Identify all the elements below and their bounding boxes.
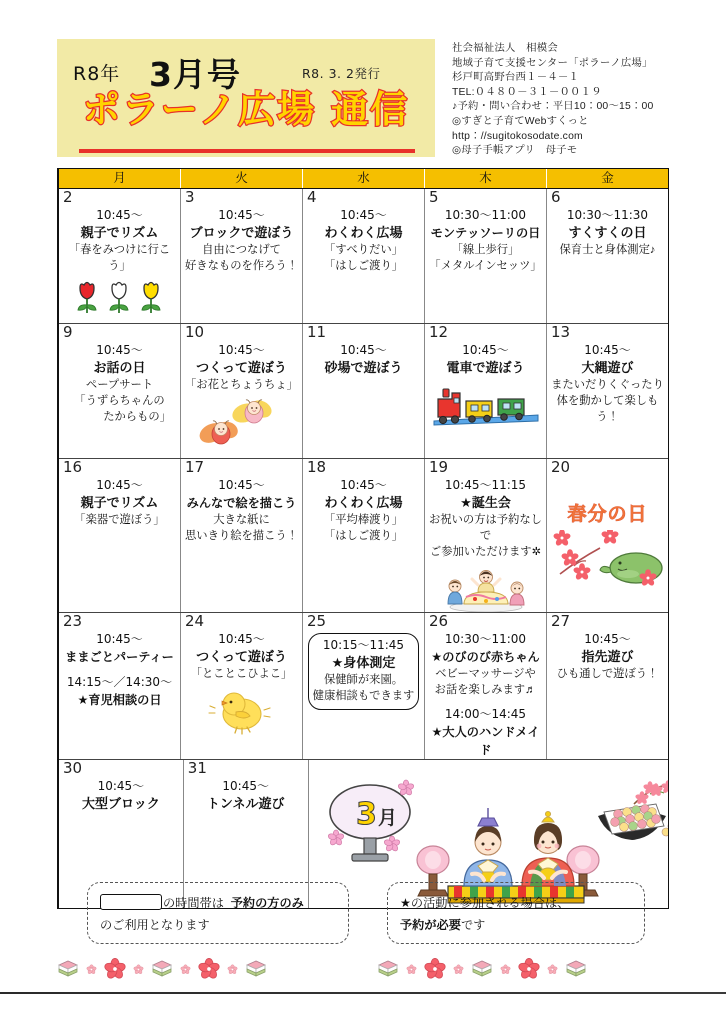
day-cell-26 xyxy=(425,613,547,759)
event-block xyxy=(62,631,177,666)
contact-app: ◎母子手帳アプリ 母子モ xyxy=(452,145,578,157)
weekday-header-row xyxy=(59,169,668,188)
day-number: 24 xyxy=(185,613,205,630)
event-time: 10:45～ xyxy=(218,632,265,646)
note-reservation-timeslot xyxy=(87,882,349,944)
day-cell-2 xyxy=(59,189,181,323)
plum-blossom-icon xyxy=(178,962,193,977)
day-illustration xyxy=(428,381,543,429)
day-number: 30 xyxy=(63,760,83,777)
newsletter-title: ポラーノ広場 通信 xyxy=(82,88,410,131)
event-time: 10:45～11:15 xyxy=(444,478,527,492)
day-cell-27 xyxy=(547,613,668,759)
event-block xyxy=(187,778,305,813)
event-detail: 保育士と身体測定♪ xyxy=(559,244,656,256)
day-number: 5 xyxy=(429,189,439,206)
secondary-event-time: 14:00～14:45 xyxy=(444,707,527,721)
page-header xyxy=(0,18,726,158)
note-right-rest: です xyxy=(460,918,486,932)
day-content xyxy=(428,461,543,612)
event-title: モンテッソーリの日 xyxy=(430,226,541,240)
day-number: 2 xyxy=(63,189,73,206)
day-cell-4 xyxy=(303,189,425,323)
event-block xyxy=(428,477,543,560)
contact-tel: TEL:０４８０－３１－００１９ xyxy=(452,86,602,98)
day-number: 17 xyxy=(185,459,205,476)
plum-blossom-icon xyxy=(131,962,146,977)
day-number: 12 xyxy=(429,324,449,341)
event-block xyxy=(62,342,177,425)
weekday-tue: 火 xyxy=(181,169,303,188)
chick-icon xyxy=(206,686,278,736)
event-time: 10:45～ xyxy=(584,632,631,646)
secondary-event-title: ★育児相談の日 xyxy=(77,693,162,707)
secondary-event-block xyxy=(62,674,177,709)
event-detail: 大きな紙に xyxy=(213,514,270,526)
calendar-week-row xyxy=(59,188,668,323)
event-time: 10:45～ xyxy=(340,343,387,357)
event-title: ブロックで遊ぼう xyxy=(189,225,294,240)
secondary-event-time: 14:15～／14:30～ xyxy=(66,675,173,689)
day-content xyxy=(62,191,177,318)
event-block xyxy=(428,342,543,377)
calendar-week-row xyxy=(59,612,668,759)
day-cell-20 xyxy=(547,459,668,612)
day-cell-17 xyxy=(181,459,303,612)
day-cell-10 xyxy=(181,324,303,458)
event-block xyxy=(306,477,421,544)
issue-month: 3月号 xyxy=(149,55,241,94)
contact-block xyxy=(452,42,720,159)
day-number: 4 xyxy=(307,189,317,206)
day-number: 20 xyxy=(551,459,571,476)
plum-blossom-icon xyxy=(498,962,513,977)
day-content xyxy=(428,615,543,759)
event-detail: 「すべりだい」 xyxy=(324,244,403,256)
event-detail: 「楽器で遊ぼう」 xyxy=(74,514,165,526)
day-number: 18 xyxy=(307,459,327,476)
masthead-top-row xyxy=(57,51,435,93)
event-spacer xyxy=(62,666,177,674)
event-detail: ひも通しで遊ぼう！ xyxy=(556,668,659,680)
event-block xyxy=(550,342,665,425)
event-title: つくって遊ぼう xyxy=(196,649,287,664)
day-content xyxy=(428,191,543,274)
event-time: 10:30～11:00 xyxy=(444,632,527,646)
day-illustration xyxy=(184,397,299,453)
event-block xyxy=(184,342,299,393)
plum-blossom-icon xyxy=(424,958,446,980)
event-detail: ご参加いただけます✲ xyxy=(429,546,542,558)
note-left-text1: の時間帯は xyxy=(163,896,224,910)
event-time: 10:45～ xyxy=(218,208,265,222)
event-title: 親子でリズム xyxy=(80,225,159,240)
event-time: 10:45～ xyxy=(218,478,265,492)
event-title: 砂場で遊ぼう xyxy=(324,360,403,375)
event-time: 10:45～ xyxy=(340,208,387,222)
event-detail: ベビーマッサージや xyxy=(435,668,536,680)
plum-blossom-icon xyxy=(451,962,466,977)
day-illustration xyxy=(428,564,543,612)
event-time: 10:45～ xyxy=(222,779,269,793)
event-title: つくって遊ぼう xyxy=(196,360,287,375)
plum-blossom-icon xyxy=(198,958,220,980)
event-detail: またいだりくぐったり xyxy=(551,379,664,391)
event-title: お話の日 xyxy=(93,360,146,375)
event-time: 10:45～ xyxy=(462,343,509,357)
day-number: 6 xyxy=(551,189,561,206)
event-detail: 「はしご渡り」 xyxy=(323,530,404,542)
weekday-fri: 金 xyxy=(547,169,668,188)
event-detail: お祝いの方は予約なしで xyxy=(429,514,542,542)
event-title: ★のびのび赤ちゃん xyxy=(431,650,540,664)
event-block xyxy=(428,207,543,274)
page-bottom-rule xyxy=(0,992,726,994)
day-cell-12 xyxy=(425,324,547,458)
event-detail: 体を動かして楽しもう！ xyxy=(556,395,659,423)
day-number: 13 xyxy=(551,324,571,341)
holiday-label: 春分の日 xyxy=(567,504,648,525)
day-content xyxy=(184,615,299,736)
svg-text:3: 3 xyxy=(355,797,377,832)
calendar-grid xyxy=(57,168,669,909)
contact-center: 地域子育て支援センター「ポラーノ広場」 xyxy=(452,57,653,69)
boxed-event xyxy=(308,633,419,710)
snake-plum-icon xyxy=(552,530,664,592)
event-time: 10:45～ xyxy=(218,343,265,357)
event-block xyxy=(62,207,177,274)
hishimochi-icon xyxy=(377,959,399,979)
event-title: みんなで絵を描こう xyxy=(186,496,297,510)
svg-text:月: 月 xyxy=(377,807,397,829)
day-cell-18 xyxy=(303,459,425,612)
plum-blossom-icon xyxy=(545,962,560,977)
day-content xyxy=(306,191,421,274)
event-detail: 保健師が来園。 xyxy=(323,674,404,686)
day-cell-9 xyxy=(59,324,181,458)
event-title: ★身体測定 xyxy=(331,655,396,670)
day-content xyxy=(550,461,665,592)
day-cell-25 xyxy=(303,613,425,759)
event-detail: 「お花とちょうちょ」 xyxy=(185,379,298,391)
hina-odairisama-icon xyxy=(464,808,512,886)
event-detail: 「春をみつけに行こう」 xyxy=(68,244,171,272)
event-detail: 「はしご渡り」 xyxy=(323,260,404,272)
calendar-weeks xyxy=(59,188,668,908)
day-content xyxy=(62,326,177,425)
day-cell-13 xyxy=(547,324,668,458)
day-content xyxy=(550,191,665,258)
contact-web-label: ◎すぎと子育てWebすくっと xyxy=(452,115,589,127)
event-time: 10:45～ xyxy=(96,208,143,222)
event-detail: たからもの」 xyxy=(103,411,171,423)
event-title: わくわく広場 xyxy=(324,495,403,510)
event-detail: 好きなものを作ろう！ xyxy=(185,260,298,272)
event-block xyxy=(428,631,543,698)
event-detail: 「メタルインセッツ」 xyxy=(429,260,542,272)
event-title: 親子でリズム xyxy=(80,495,159,510)
event-time: 10:45～ xyxy=(340,478,387,492)
event-detail: 思いきり絵を描こう！ xyxy=(185,530,298,542)
day-number: 19 xyxy=(429,459,449,476)
hina-arare-icon xyxy=(598,780,668,840)
contact-org: 社会福祉法人 相模会 xyxy=(452,43,558,54)
day-number: 26 xyxy=(429,613,449,630)
day-number: 9 xyxy=(63,324,73,341)
event-time: 10:45～ xyxy=(96,478,143,492)
day-cell-6 xyxy=(547,189,668,323)
era-year: R8年 xyxy=(73,63,121,85)
calendar-week-row xyxy=(59,323,668,458)
event-spacer xyxy=(428,698,543,706)
event-time: 10:15～11:45 xyxy=(322,638,405,652)
day-number: 25 xyxy=(307,613,327,630)
hishimochi-icon xyxy=(565,959,587,979)
hishimochi-icon xyxy=(471,959,493,979)
note-left-line2: のご利用となります xyxy=(100,918,210,932)
event-detail: 「とことこひよこ」 xyxy=(190,668,293,680)
event-block xyxy=(184,477,299,544)
event-detail: 「線上歩行」 xyxy=(451,244,520,256)
hishimochi-icon xyxy=(245,959,267,979)
event-block xyxy=(550,631,665,682)
calendar-week-row xyxy=(59,458,668,612)
day-number: 3 xyxy=(185,189,195,206)
note-right-bold: 予約が必要 xyxy=(400,918,461,932)
issue-date: R8. 3. 2発行 xyxy=(302,66,381,81)
plum-blossom-icon xyxy=(225,962,240,977)
weekday-mon: 月 xyxy=(59,169,181,188)
title-underline xyxy=(79,149,415,153)
masthead-banner xyxy=(57,39,435,157)
day-content xyxy=(184,191,299,274)
decoration-group-right xyxy=(377,958,587,980)
event-detail: ペープサート xyxy=(85,379,154,391)
day-cell-24 xyxy=(181,613,303,759)
decoration-row xyxy=(57,952,669,986)
plum-blossom-icon xyxy=(84,962,99,977)
event-title: 指先遊び xyxy=(581,649,634,664)
event-time: 10:45～ xyxy=(97,779,145,793)
event-block xyxy=(306,207,421,274)
event-block xyxy=(550,207,665,258)
contact-address: 杉戸町高野台西１－４－１ xyxy=(452,72,580,84)
event-detail: 「平均棒渡り」 xyxy=(323,514,404,526)
day-cell-5 xyxy=(425,189,547,323)
event-block xyxy=(184,207,299,274)
hishimochi-icon xyxy=(151,959,173,979)
decoration-group-left xyxy=(57,958,267,980)
day-cell-16 xyxy=(59,459,181,612)
event-block xyxy=(62,477,177,528)
event-time: 10:45～ xyxy=(96,632,143,646)
note-star-reservation xyxy=(387,882,645,944)
day-illustration xyxy=(62,278,177,318)
contact-url[interactable]: http：//sugitokosodate.com xyxy=(452,130,583,142)
day-content xyxy=(428,326,543,429)
day-cell-3 xyxy=(181,189,303,323)
event-title: すくすくの日 xyxy=(568,225,647,240)
contact-hours: ♪予約・問い合わせ：平日10：00～15：00 xyxy=(452,101,654,113)
event-block xyxy=(184,631,299,682)
butterfly-children-icon xyxy=(199,397,285,453)
day-cell-11 xyxy=(303,324,425,458)
day-number: 31 xyxy=(187,760,207,777)
event-time: 10:45～ xyxy=(96,343,143,357)
event-detail: 「うずらちゃんの xyxy=(74,395,165,407)
note-right-line1: ★の活動に参加される場合は、 xyxy=(400,896,570,910)
event-block xyxy=(62,778,180,813)
event-title: 大縄遊び xyxy=(581,360,634,375)
day-number: 27 xyxy=(551,613,571,630)
hishimochi-icon xyxy=(57,959,79,979)
weekday-thu: 木 xyxy=(425,169,547,188)
day-cell-23 xyxy=(59,613,181,759)
event-title: わくわく広場 xyxy=(324,225,403,240)
event-detail: 健康相談もできます xyxy=(312,690,415,702)
day-illustration xyxy=(184,686,299,736)
day-number: 16 xyxy=(63,459,83,476)
bottom-decoration-band xyxy=(57,952,669,986)
tulips-icon xyxy=(68,278,172,318)
event-time: 10:30～11:00 xyxy=(444,208,527,222)
day-number: 11 xyxy=(307,324,327,341)
day-number: 10 xyxy=(185,324,205,341)
event-block xyxy=(306,342,421,377)
weekday-wed: 水 xyxy=(303,169,425,188)
footer-notes xyxy=(57,882,669,948)
event-title: 大型ブロック xyxy=(82,796,160,811)
plum-blossom-icon xyxy=(518,958,540,980)
blank-box-icon xyxy=(100,894,162,910)
day-number: 23 xyxy=(63,613,83,630)
plum-blossom-icon xyxy=(104,958,126,980)
note-left-bold: 予約の方のみ xyxy=(230,896,304,910)
event-time: 10:45～ xyxy=(584,343,631,357)
event-time: 10:30～11:30 xyxy=(566,208,649,222)
day-content xyxy=(184,326,299,453)
lantern-3gatsu-icon xyxy=(327,780,414,861)
hina-ohinasama-icon xyxy=(522,811,574,886)
secondary-event-block xyxy=(428,706,543,759)
event-detail: お話を楽しみます♬ xyxy=(434,684,537,696)
event-title: 電車で遊ぼう xyxy=(446,360,525,375)
event-title: ままごとパーティー xyxy=(65,650,174,664)
event-title: トンネル遊び xyxy=(206,796,285,811)
event-title: ★誕生会 xyxy=(460,495,511,510)
birthday-party-icon xyxy=(431,564,541,612)
plum-blossom-icon xyxy=(404,962,419,977)
note-left-line1 xyxy=(100,892,336,914)
train-icon xyxy=(430,381,542,429)
note-right-line2 xyxy=(400,914,632,936)
event-detail: 自由につなげて xyxy=(202,244,281,256)
day-illustration xyxy=(550,530,665,592)
secondary-event-title: ★大人のハンドメイド xyxy=(431,725,540,757)
day-cell-19 xyxy=(425,459,547,612)
